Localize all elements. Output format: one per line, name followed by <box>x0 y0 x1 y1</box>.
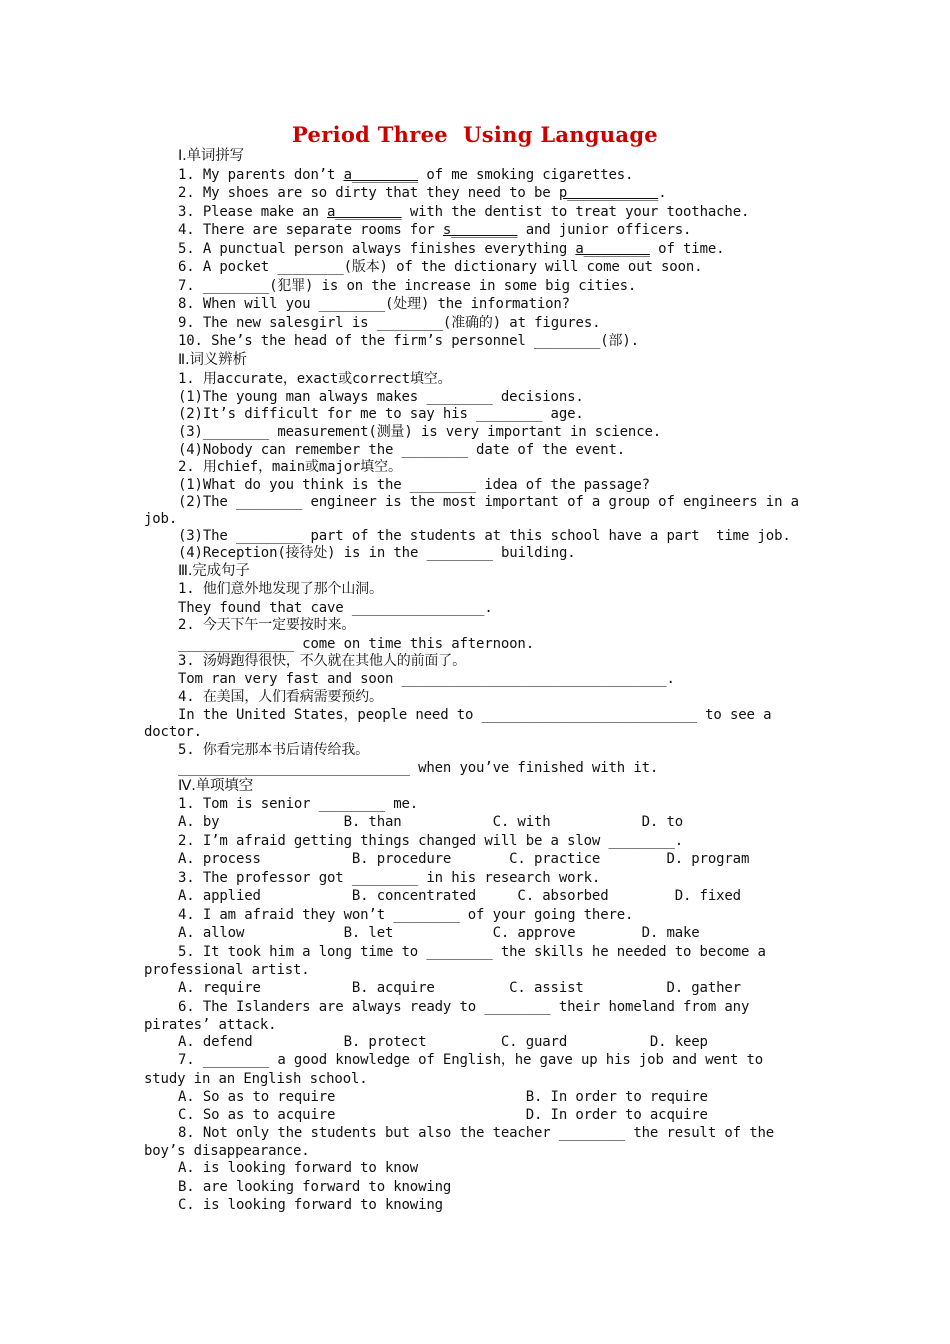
text-line: A. So as to require B. In order to require <box>178 1089 708 1105</box>
text-line: (3)________ measurement(测量) is very important in science. <box>178 424 662 440</box>
hint-letter-blank: p___________ <box>558 185 659 201</box>
text-line: A. defend B. protect C. guard D. keep <box>178 1034 708 1050</box>
text-line: They found that cave ________________. <box>178 600 493 616</box>
text-line: 2. 用chief，main或major填空。 <box>178 459 402 475</box>
section-heading: Ⅰ.单词拼写 <box>178 148 244 164</box>
text-line: 9. The new salesgirl is ________(准确的) at figures. <box>178 315 601 331</box>
text-line: C. is looking forward to knowing <box>178 1197 443 1213</box>
text-line: 3. 汤姆跑得很快，不久就在其他人的前面了。 <box>178 653 466 669</box>
section-heading: Ⅲ.完成句子 <box>178 563 250 579</box>
text-line: 3. The professor got ________ in his research work. <box>178 870 601 886</box>
text-line: pirates’ attack. <box>144 1017 277 1033</box>
hint-letter-blank: a________ <box>575 241 650 257</box>
page-title: Period Three Using Language <box>292 122 658 147</box>
text-line: 2. My shoes are so dirty that they need to be p___________. <box>178 185 667 201</box>
text-line: 1. Tom is senior ________ me. <box>178 796 419 812</box>
text-line: Tom ran very fast and soon ________________________________. <box>178 671 675 687</box>
text-line: A. allow B. let C. approve D. make <box>178 925 700 941</box>
text-line: (1)What do you think is the ________ idea of the passage? <box>178 477 650 493</box>
text-line: 1. 他们意外地发现了那个山洞。 <box>178 581 383 597</box>
text-line: 4. There are separate rooms for s________ and junior officers. <box>178 222 692 238</box>
text-line: ______________ come on time this afternoon. <box>178 636 534 652</box>
text-line: 10. She’s the head of the firm’s personnel ________(部). <box>178 333 639 349</box>
section-heading: Ⅱ.词义辨析 <box>178 352 247 368</box>
text-line: 6. The Islanders are always ready to ________ their homeland from any <box>178 999 750 1015</box>
text-line: 4. I am afraid they won’t ________ of your going there. <box>178 907 634 923</box>
text-line: 3. Please make an a________ with the dentist to treat your toothache. <box>178 204 750 220</box>
text-line: A. require B. acquire C. assist D. gather <box>178 980 741 996</box>
text-line: (2)The ________ engineer is the most important of a group of engineers in a <box>178 494 799 510</box>
hint-letter-blank: a________ <box>343 167 419 183</box>
text-line: 7. ________ a good knowledge of English，he gave up his job and went to <box>178 1052 764 1068</box>
text-line: 4. 在美国，人们看病需要预约。 <box>178 689 383 705</box>
text-line: 6. A pocket ________(版本) of the dictionary will come out soon. <box>178 259 703 275</box>
text-line: 8. Not only the students but also the teacher ________ the result of the <box>178 1125 775 1141</box>
section-heading: Ⅳ.单项填空 <box>178 778 254 794</box>
hint-letter-blank: a________ <box>327 204 402 220</box>
text-line: 8. When will you ________(处理) the information? <box>178 296 570 312</box>
text-line: boy’s disappearance. <box>144 1143 310 1159</box>
text-line: 5. It took him a long time to ________ the skills he needed to become a <box>178 944 766 960</box>
text-line: A. process B. procedure C. practice D. program <box>178 851 750 867</box>
text-line: (4)Reception(接待处) is in the ________ building. <box>178 545 576 561</box>
text-line: 1. 用accurate，exact或correct填空。 <box>178 371 452 387</box>
text-line: professional artist. <box>144 962 310 978</box>
text-line: (2)It’s difficult for me to say his ________ age. <box>178 406 584 422</box>
text-line: 7. ________(犯罪) is on the increase in some big cities. <box>178 278 637 294</box>
text-line: doctor. <box>144 724 202 740</box>
text-line: 2. I’m afraid getting things changed will be a slow ________. <box>178 833 684 849</box>
text-line: 2. 今天下午一定要按时来。 <box>178 617 356 633</box>
text-line: 5. 你看完那本书后请传给我。 <box>178 742 370 758</box>
text-line: A. is looking forward to know <box>178 1160 419 1176</box>
hint-letter-blank: s________ <box>442 222 518 238</box>
text-line: (3)The ________ part of the students at this school have a part time job. <box>178 528 791 544</box>
text-line: In the United States，people need to __________________________ to see a <box>178 707 772 723</box>
text-line: C. So as to acquire D. In order to acquire <box>178 1107 708 1123</box>
text-line: A. by B. than C. with D. to <box>178 814 684 830</box>
text-line: ____________________________ when you’ve finished with it. <box>178 760 659 776</box>
text-line: job. <box>144 511 178 527</box>
text-line: B. are looking forward to knowing <box>178 1179 452 1195</box>
text-line: 1. My parents don’t a________ of me smoking cigarettes. <box>178 167 634 183</box>
text-line: study in an English school. <box>144 1071 368 1087</box>
text-line: A. applied B. concentrated C. absorbed D. fixed <box>178 888 741 904</box>
text-line: (1)The young man always makes ________ decisions. <box>178 389 584 405</box>
text-line: (4)Nobody can remember the ________ date of the event. <box>178 442 626 458</box>
text-line: 5. A punctual person always finishes everything a________ of time. <box>178 241 725 257</box>
